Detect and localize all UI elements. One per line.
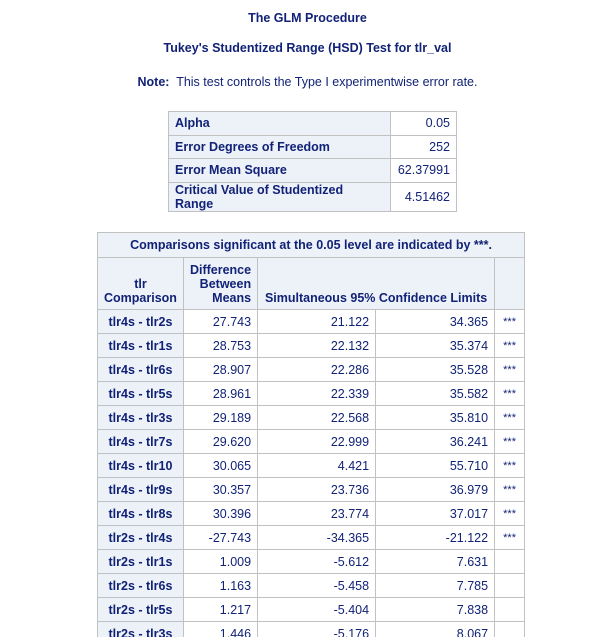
significance-marker: *** — [495, 382, 525, 406]
procedure-title: The GLM Procedure — [248, 11, 367, 25]
table-row — [98, 382, 525, 406]
difference-cell: 29.620 — [183, 430, 257, 454]
comparison-label: tlr4s - tlr1s — [98, 334, 184, 358]
lower-limit-cell: 22.132 — [258, 334, 376, 358]
header-comparison-line2: Comparison — [104, 291, 177, 305]
test-title: Tukey's Studentized Range (HSD) Test for tlr_val — [163, 41, 452, 55]
header-difference-line2: Between — [199, 277, 252, 291]
difference-cell: 1.009 — [183, 550, 257, 574]
significance-marker — [495, 622, 525, 637]
upper-limit-cell: 36.979 — [376, 478, 495, 502]
table-row — [98, 358, 525, 382]
parameters-table — [168, 111, 457, 212]
lower-limit-cell: -34.365 — [258, 526, 376, 550]
table-row — [98, 574, 525, 598]
lower-limit-cell: -5.176 — [258, 622, 376, 637]
lower-limit-cell: 22.339 — [258, 382, 376, 406]
header-difference-line3: Means — [212, 291, 252, 305]
table-row — [98, 454, 525, 478]
header-comparison — [98, 258, 184, 310]
significance-marker: *** — [495, 430, 525, 454]
note-line — [0, 75, 615, 89]
lower-limit-cell: -5.612 — [258, 550, 376, 574]
header-difference-line1: Difference — [189, 263, 252, 277]
note-text: This test controls the Type I experimentwise error rate. — [176, 75, 478, 89]
parameter-label: Error Mean Square — [169, 159, 391, 183]
table-row — [98, 550, 525, 574]
lower-limit-cell: 22.999 — [258, 430, 376, 454]
upper-limit-cell: 7.838 — [376, 598, 495, 622]
difference-cell: 30.065 — [183, 454, 257, 478]
upper-limit-cell: 37.017 — [376, 502, 495, 526]
lower-limit-cell: 23.774 — [258, 502, 376, 526]
table-row — [98, 430, 525, 454]
table-row — [98, 502, 525, 526]
lower-limit-cell: -5.458 — [258, 574, 376, 598]
difference-cell: 27.743 — [183, 310, 257, 334]
comparison-label: tlr2s - tlr3s — [98, 622, 184, 637]
parameter-label: Critical Value of Studentized Range — [169, 182, 391, 211]
significance-marker: *** — [495, 358, 525, 382]
header-comparison-line1: tlr — [134, 277, 147, 291]
parameter-label: Alpha — [169, 112, 391, 136]
table-row — [98, 622, 525, 637]
significance-marker — [495, 598, 525, 622]
difference-cell: 30.357 — [183, 478, 257, 502]
difference-cell: 28.961 — [183, 382, 257, 406]
parameter-value: 252 — [391, 135, 457, 159]
comparison-label: tlr2s - tlr6s — [98, 574, 184, 598]
comparison-label: tlr2s - tlr1s — [98, 550, 184, 574]
note-label: Note: — [137, 75, 170, 89]
parameter-label: Error Degrees of Freedom — [169, 135, 391, 159]
significance-marker: *** — [495, 526, 525, 550]
table-row — [98, 526, 525, 550]
upper-limit-cell: 34.365 — [376, 310, 495, 334]
lower-limit-cell: 4.421 — [258, 454, 376, 478]
lower-limit-cell: 21.122 — [258, 310, 376, 334]
parameter-value: 4.51462 — [391, 182, 457, 211]
parameter-value: 62.37991 — [391, 159, 457, 183]
upper-limit-cell: 7.631 — [376, 550, 495, 574]
parameter-row — [169, 182, 457, 211]
parameter-row — [169, 159, 457, 183]
difference-cell: 28.907 — [183, 358, 257, 382]
comparisons-table — [97, 232, 525, 637]
comparison-label: tlr2s - tlr5s — [98, 598, 184, 622]
significance-marker: *** — [495, 334, 525, 358]
significance-marker: *** — [495, 454, 525, 478]
comparison-label: tlr4s - tlr6s — [98, 358, 184, 382]
difference-cell: 1.217 — [183, 598, 257, 622]
significance-marker: *** — [495, 502, 525, 526]
header-confidence-limits: Simultaneous 95% Confidence Limits — [258, 258, 495, 310]
upper-limit-cell: 7.785 — [376, 574, 495, 598]
table-row — [98, 334, 525, 358]
comparison-label: tlr4s - tlr3s — [98, 406, 184, 430]
parameter-value: 0.05 — [391, 112, 457, 136]
upper-limit-cell: 8.067 — [376, 622, 495, 637]
significance-marker: *** — [495, 310, 525, 334]
lower-limit-cell: 22.568 — [258, 406, 376, 430]
significance-marker: *** — [495, 406, 525, 430]
difference-cell: 29.189 — [183, 406, 257, 430]
upper-limit-cell: 35.582 — [376, 382, 495, 406]
difference-cell: 30.396 — [183, 502, 257, 526]
lower-limit-cell: 23.736 — [258, 478, 376, 502]
difference-cell: 28.753 — [183, 334, 257, 358]
upper-limit-cell: 35.528 — [376, 358, 495, 382]
comparisons-caption: Comparisons significant at the 0.05 level are indicated by ***. — [98, 233, 525, 258]
header-significance — [495, 258, 525, 310]
header-difference — [183, 258, 257, 310]
table-row — [98, 406, 525, 430]
difference-cell: -27.743 — [183, 526, 257, 550]
difference-cell: 1.163 — [183, 574, 257, 598]
upper-limit-cell: 55.710 — [376, 454, 495, 478]
significance-marker — [495, 574, 525, 598]
comparison-label: tlr4s - tlr10 — [98, 454, 184, 478]
comparison-label: tlr4s - tlr8s — [98, 502, 184, 526]
difference-cell: 1.446 — [183, 622, 257, 637]
upper-limit-cell: -21.122 — [376, 526, 495, 550]
comparison-label: tlr2s - tlr4s — [98, 526, 184, 550]
comparison-label: tlr4s - tlr7s — [98, 430, 184, 454]
lower-limit-cell: 22.286 — [258, 358, 376, 382]
upper-limit-cell: 36.241 — [376, 430, 495, 454]
upper-limit-cell: 35.810 — [376, 406, 495, 430]
parameter-row — [169, 112, 457, 136]
table-row — [98, 478, 525, 502]
comparison-label: tlr4s - tlr2s — [98, 310, 184, 334]
comparison-label: tlr4s - tlr9s — [98, 478, 184, 502]
significance-marker: *** — [495, 478, 525, 502]
table-row — [98, 598, 525, 622]
table-row — [98, 310, 525, 334]
comparison-label: tlr4s - tlr5s — [98, 382, 184, 406]
parameter-row — [169, 135, 457, 159]
significance-marker — [495, 550, 525, 574]
upper-limit-cell: 35.374 — [376, 334, 495, 358]
lower-limit-cell: -5.404 — [258, 598, 376, 622]
